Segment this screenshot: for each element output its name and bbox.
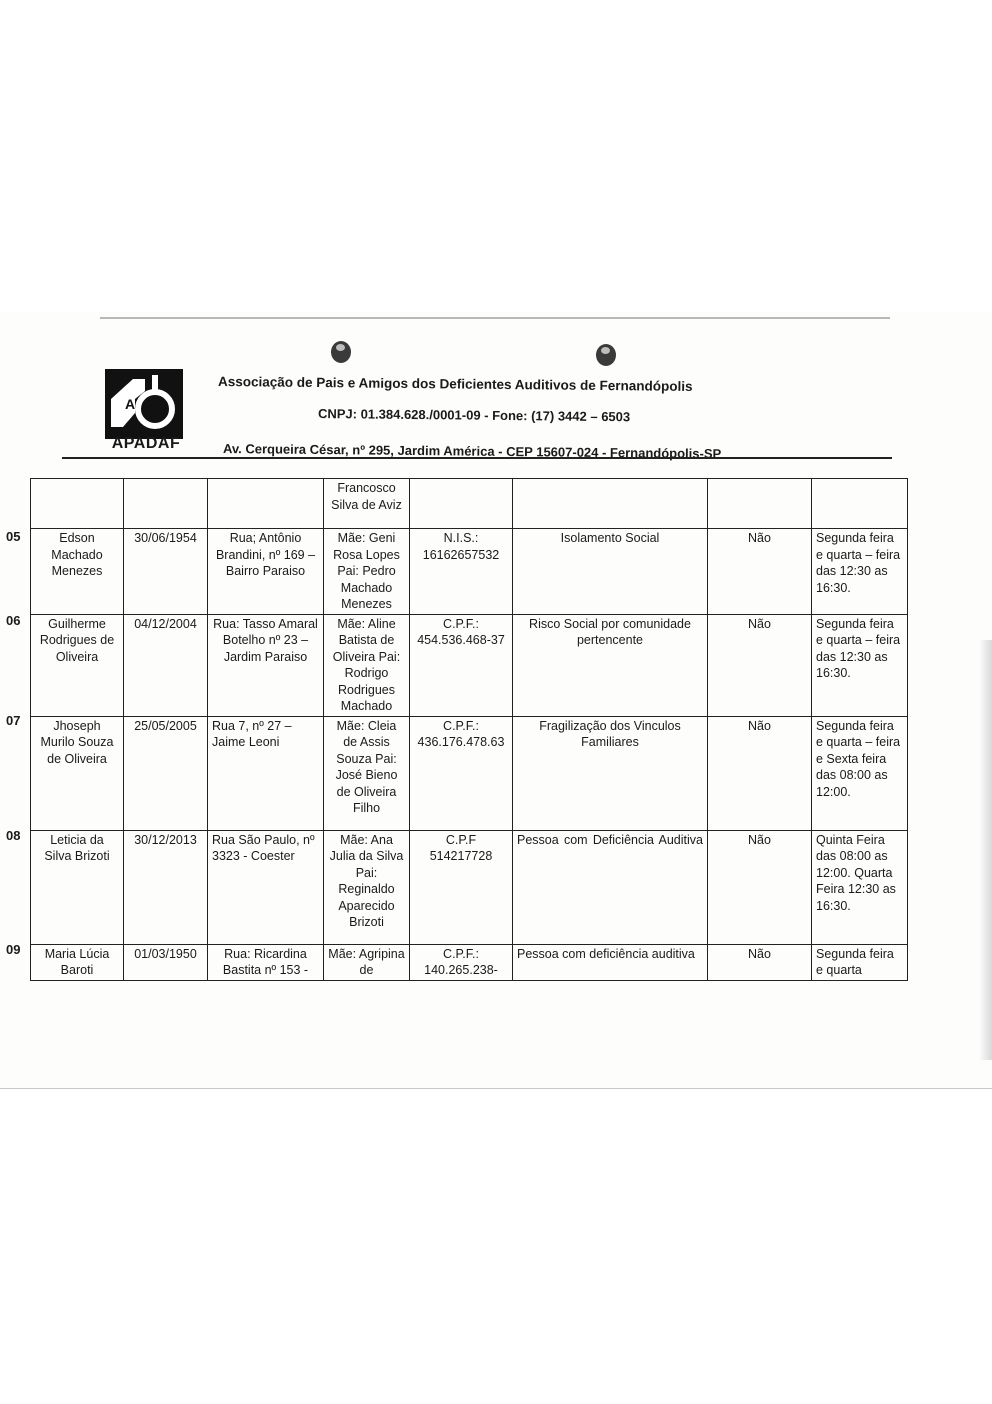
address-cell: Rua São Paulo, nº 3323 - Coester xyxy=(208,830,324,944)
birth-cell: 30/06/1954 xyxy=(124,529,208,615)
document-cell xyxy=(410,479,513,529)
parents-cell: Mãe: Ana Julia da Silva Pai: Reginaldo Aparecido Brizoti xyxy=(324,830,410,944)
reason-cell: Fragilização dos Vinculos Familiares xyxy=(513,716,708,830)
document-cell: C.P.F.: 436.176.478.63 xyxy=(410,716,513,830)
schedule-cell: Quinta Feira das 08:00 as 12:00. Quarta Feira 12:30 as 16:30. xyxy=(812,830,908,944)
table-row xyxy=(31,716,908,830)
reason-cell: Pessoa com Deficiência Auditiva xyxy=(513,830,708,944)
name-cell xyxy=(31,479,124,529)
schedule-cell: Segunda feira e quarta – feira das 12:30 as 16:30. xyxy=(812,614,908,716)
row-number: 09 xyxy=(6,942,21,957)
parents-cell: Mãe: Agripina de xyxy=(324,944,410,980)
flag-cell: Não xyxy=(708,529,812,615)
row-number: 08 xyxy=(6,828,21,843)
parents-cell: Francosco Silva de Aviz xyxy=(324,479,410,529)
table-row xyxy=(31,529,908,615)
row-number: 05 xyxy=(6,529,21,544)
schedule-cell: Segunda feira e quarta – feira e Sexta feira das 08:00 as 12:00. xyxy=(812,716,908,830)
table-row xyxy=(31,944,908,980)
reason-cell: Risco Social por comunidade pertencente xyxy=(513,614,708,716)
birth-cell xyxy=(124,479,208,529)
birth-cell: 04/12/2004 xyxy=(124,614,208,716)
document-cell: C.P.F.: 140.265.238- xyxy=(410,944,513,980)
table-row xyxy=(31,830,908,944)
address-cell: Rua; Antônio Brandini, nº 169 – Bairro Paraiso xyxy=(208,529,324,615)
document-cell: C.P.F 514217728 xyxy=(410,830,513,944)
records-table xyxy=(30,478,908,981)
reason-cell: Pessoa com deficiência auditiva xyxy=(513,944,708,980)
parents-cell: Mãe: Cleia de Assis Souza Pai: José Bieno de Oliveira Filho xyxy=(324,716,410,830)
flag-cell: Não xyxy=(708,830,812,944)
birth-cell: 01/03/1950 xyxy=(124,944,208,980)
header-divider xyxy=(62,457,892,459)
address-cell: Rua: Tasso Amaral Botelho nº 23 – Jardim Paraiso xyxy=(208,614,324,716)
parents-cell: Mãe: Aline Batista de Oliveira Pai: Rodrigo Rodrigues Machado xyxy=(324,614,410,716)
name-cell: Jhoseph Murilo Souza de Oliveira xyxy=(31,716,124,830)
document-cell: C.P.F.: 454.536.468-37 xyxy=(410,614,513,716)
flag-cell: Não xyxy=(708,716,812,830)
parents-cell: Mãe: Geni Rosa Lopes Pai: Pedro Machado Menezes xyxy=(324,529,410,615)
reason-cell xyxy=(513,479,708,529)
address-cell: Rua: Ricardina Bastita nº 153 - xyxy=(208,944,324,980)
name-cell: Leticia da Silva Brizoti xyxy=(31,830,124,944)
row-number: 06 xyxy=(6,613,21,628)
address-cell: Rua 7, nº 27 – Jaime Leoni xyxy=(208,716,324,830)
schedule-cell: Segunda feira e quarta – feira das 12:30 as 16:30. xyxy=(812,529,908,615)
bird-emblem-icon xyxy=(331,341,351,363)
birth-cell: 30/12/2013 xyxy=(124,830,208,944)
table-row xyxy=(31,479,908,529)
logo-text: APADAF xyxy=(111,435,181,452)
org-title: Associação de Pais e Amigos dos Deficientes Auditivos de Fernandópolis xyxy=(217,374,693,394)
apadaf-logo-icon xyxy=(105,369,183,439)
flag-cell xyxy=(708,479,812,529)
name-cell: Guilherme Rodrigues de Oliveira xyxy=(31,614,124,716)
row-number: 07 xyxy=(6,713,21,728)
address-cell xyxy=(208,479,324,529)
name-cell: Maria Lúcia Baroti xyxy=(31,944,124,980)
flag-cell: Não xyxy=(708,614,812,716)
name-cell: Edson Machado Menezes xyxy=(31,529,124,615)
page-edge-shadow xyxy=(978,640,992,1060)
table-row xyxy=(31,614,908,716)
bird-emblem-icon xyxy=(596,344,616,366)
org-cnpj-phone: CNPJ: 01.384.628./0001-09 - Fone: (17) 3442 – 6503 xyxy=(317,406,631,425)
schedule-cell: Segunda feira e quarta xyxy=(812,944,908,980)
birth-cell: 25/05/2005 xyxy=(124,716,208,830)
reason-cell: Isolamento Social xyxy=(513,529,708,615)
org-address: Av. Cerqueira César, nº 295, Jardim América - CEP 15607-024 - Fernandópolis-SP xyxy=(222,441,722,462)
top-scan-line xyxy=(100,317,890,319)
document-cell: N.I.S.: 16162657532 xyxy=(410,529,513,615)
flag-cell: Não xyxy=(708,944,812,980)
logo-mark-letter: A xyxy=(125,396,136,412)
schedule-cell xyxy=(812,479,908,529)
